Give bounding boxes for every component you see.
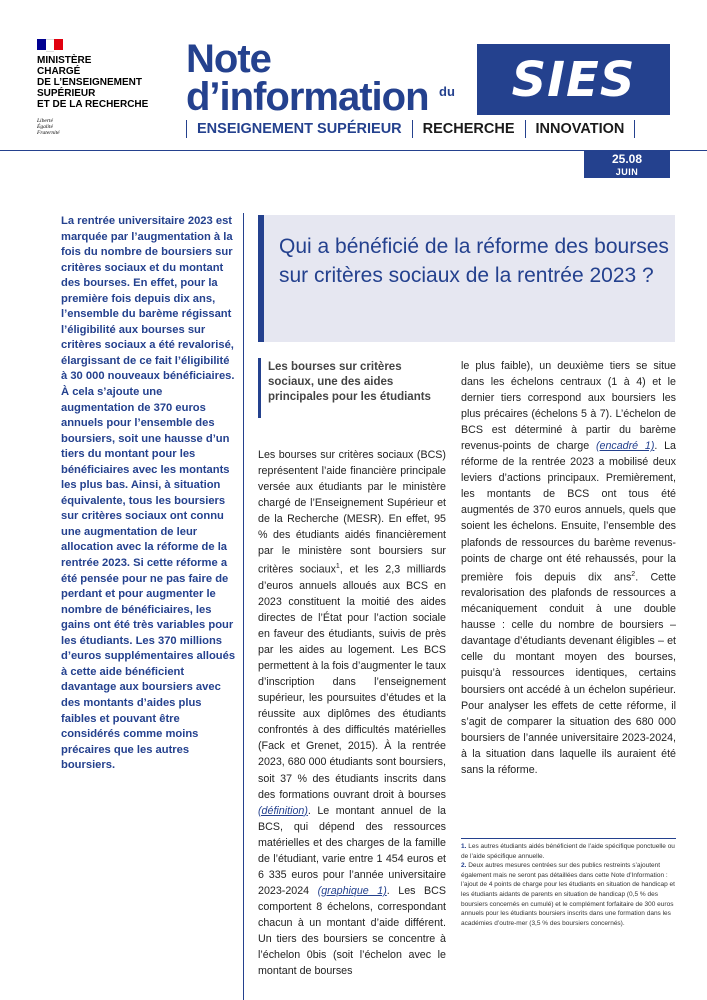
article-title: Qui a bénéficié de la réforme des bourses sur critères sociaux de la rentrée 2023 ? bbox=[279, 235, 669, 287]
body-text: . Les BCS comportent 8 échelons, correspondant chacun à un montant d’aide différent. Un tiers des boursiers se concentre à l’échelon 0bis (soit l’échelon avec le montant de bourses bbox=[258, 884, 446, 978]
footnote-2 bbox=[461, 861, 676, 928]
question-box-accent bbox=[258, 215, 264, 342]
body-text: , et les 2,3 milliards d’euros annuels alloués aux BCS en 2023 constituent la moitié des aides directes de l’État pour l’action sociale en faveur des étudiants, suivis de près par les aides au logement. Les BCS permettent à la fois d’augmenter le taux d’inscription dans l’enseignement supérieur, les poursuites d’études et la réussite aux diplômes des étudiants confrontés à des difficultés matérielles (Fack et Grenet, 2015). À la rentrée 2023, 680 000 étudiants sont boursiers, soit 37 % des étudiants inscrits dans des formations ouvrant droit à bourses bbox=[258, 563, 446, 801]
footnote-rule bbox=[461, 838, 676, 839]
nav-item-recherche: RECHERCHE bbox=[422, 121, 515, 137]
column-divider bbox=[243, 213, 244, 1000]
flag-blue bbox=[37, 39, 46, 50]
issue-badge bbox=[584, 150, 670, 178]
title-line-2: d’information bbox=[186, 75, 429, 119]
summary-text: La rentrée universitaire 2023 est marquée par l’augmentation à la fois du nombre de boursiers sur critères sociaux et du montant des bourses. En effet, pour la première fois depuis dix ans, l’ensemble du barème régissant l’éligibilité aux bourses sur critères sociaux a été revalorisé, élargissant de ce fait l’éligibilité à 30 000 nouveaux bénéficiaires. À cela s’ajoute une augmentation de 370 euros annuels pour l’ensemble des boursiers, soit une hausse d’un tiers du montant pour les bénéficiaires avec les montants les plus bas. Ainsi, à situation équivalente, tous les boursiers sur critères sociaux ont connu une augmentation de leur allocation avec la réforme de la rentrée 2023. Si cette réforme a été pensée pour ne pas faire de perdant et pour augmenter le nombre de bénéficiaires, les gains ont été très variables pour les étudiants. Les 370 millions d’euros supplémentaires alloués à cette aide bénéficient davantage aux boursiers avec des montants d’aides plus faibles et pouvant être considérés comme moins précaires que les autres boursiers. bbox=[61, 215, 236, 772]
sies-logo-text: SIES bbox=[511, 51, 636, 108]
nav-item-innovation: INNOVATION bbox=[535, 121, 625, 137]
graphique-1-link[interactable]: (graphique 1) bbox=[317, 884, 387, 897]
body-text: . La réforme de la rentrée 2023 a mobilisé deux leviers d’actions principaux. Premièrement, les montants de BCS ont tous été augmentés de 370 euros annuels, quels que soient les échelons. Ensuite, l’ensemble des plafonds de ressources du barème revenus-points de charge ont été rehaussés, pour la première fois depuis dix ans bbox=[461, 440, 677, 584]
footnote-ref-2[interactable]: 2 bbox=[631, 570, 636, 578]
body-text: . Cette revalorisation des plafonds de ressources a mécaniquement conduit à une double hausse : celle du nombre de boursiers – davantage d’étudiants devenant éligibles – et celle du montant moyen des bourses, puisqu’à ressources identiques, certains boursiers ont accédé à un échelon supérieur. Pour analyser les effets de cette réforme, il s’agit de comparer la situation des 680 000 boursiers de l’année universitaire 2023-2024, à la situation dans laquelle ils auraient été sans la réforme. bbox=[461, 571, 676, 776]
footnote-number: 1. bbox=[461, 843, 467, 850]
issue-number: 25.08 bbox=[611, 152, 643, 166]
french-flag-icon bbox=[37, 39, 63, 50]
section-subheading: Les bourses sur critères sociaux, une des aides principales pour les étudiants bbox=[268, 361, 431, 403]
ministry-name: MINISTÈRE CHARGÉ DE L’ENSEIGNEMENT SUPÉRIEUR ET DE LA RECHERCHE bbox=[37, 55, 149, 110]
subheading-accent bbox=[258, 358, 261, 418]
sies-logo bbox=[477, 44, 670, 115]
footnote-ref-1[interactable]: 1 bbox=[335, 563, 340, 571]
footnotes bbox=[461, 842, 676, 928]
body-text: Les bourses sur critères sociaux (BCS) représentent l’aide financière principale versée aux étudiants par le ministère chargé de l’Enseignement Supérieur et de la Recherche (MESR). En effet, 95 % des étudiants aidés financièrement par le ministère sont boursiers sur critères sociaux bbox=[258, 449, 446, 576]
flag-red bbox=[54, 39, 63, 50]
body-text: . Le montant annuel de la BCS, qui dépend des ressources matérielles et des charges de la famille de l’étudiant, varie entre 1 454 euros et 6 335 euros pour l’année universitaire 2023-2024 bbox=[258, 804, 446, 897]
footnote-text: Les autres étudiants aidés bénéficient de l’aide spécifique ponctuelle ou de l’aide spécifique annuelle. bbox=[461, 843, 675, 860]
section-nav bbox=[186, 120, 635, 138]
encadre-1-link[interactable]: (encadré 1) bbox=[595, 440, 655, 453]
title-line-1: Note bbox=[186, 37, 271, 81]
flag-white bbox=[46, 39, 55, 52]
definition-link[interactable]: (définition) bbox=[258, 804, 308, 817]
publication-title bbox=[186, 37, 466, 119]
body-column-1 bbox=[258, 447, 446, 979]
footnote-text: Deux autres mesures centrées sur des publics restreints s’ajoutent également mais ne seront pas détaillées dans cette Note d’Information : l’ajout de 4 points de charge pour les étudiants en situation de handicap et les étudiants aidants de parents en situation de handicap (0,5 % des boursiers concernés en cumulé) et le complément forfaitaire de 300 euros annuels pour les étudiants boursiers inscrits dans une formation dans les académies d’outre-mer (3,5 % des boursiers concernés). bbox=[461, 862, 675, 927]
nav-item-enseignement: ENSEIGNEMENT SUPÉRIEUR bbox=[197, 121, 402, 137]
footnote-1 bbox=[461, 842, 676, 861]
body-text: le plus faible), un deuxième tiers se situe dans les échelons centraux (1 à 4) et le dernier tiers correspond aux boursiers les plus précaires (échelons 5 à 7). L’échelon de BCS est déterminé à partir du barème revenus-points de charge bbox=[461, 360, 676, 453]
issue-month: JUIN bbox=[615, 167, 639, 177]
title-du: du bbox=[439, 84, 455, 99]
republic-motto: Liberté Égalité Fraternité bbox=[37, 118, 60, 136]
nav-separator bbox=[634, 120, 635, 138]
footnote-number: 2. bbox=[461, 862, 467, 870]
body-column-2 bbox=[461, 358, 676, 778]
